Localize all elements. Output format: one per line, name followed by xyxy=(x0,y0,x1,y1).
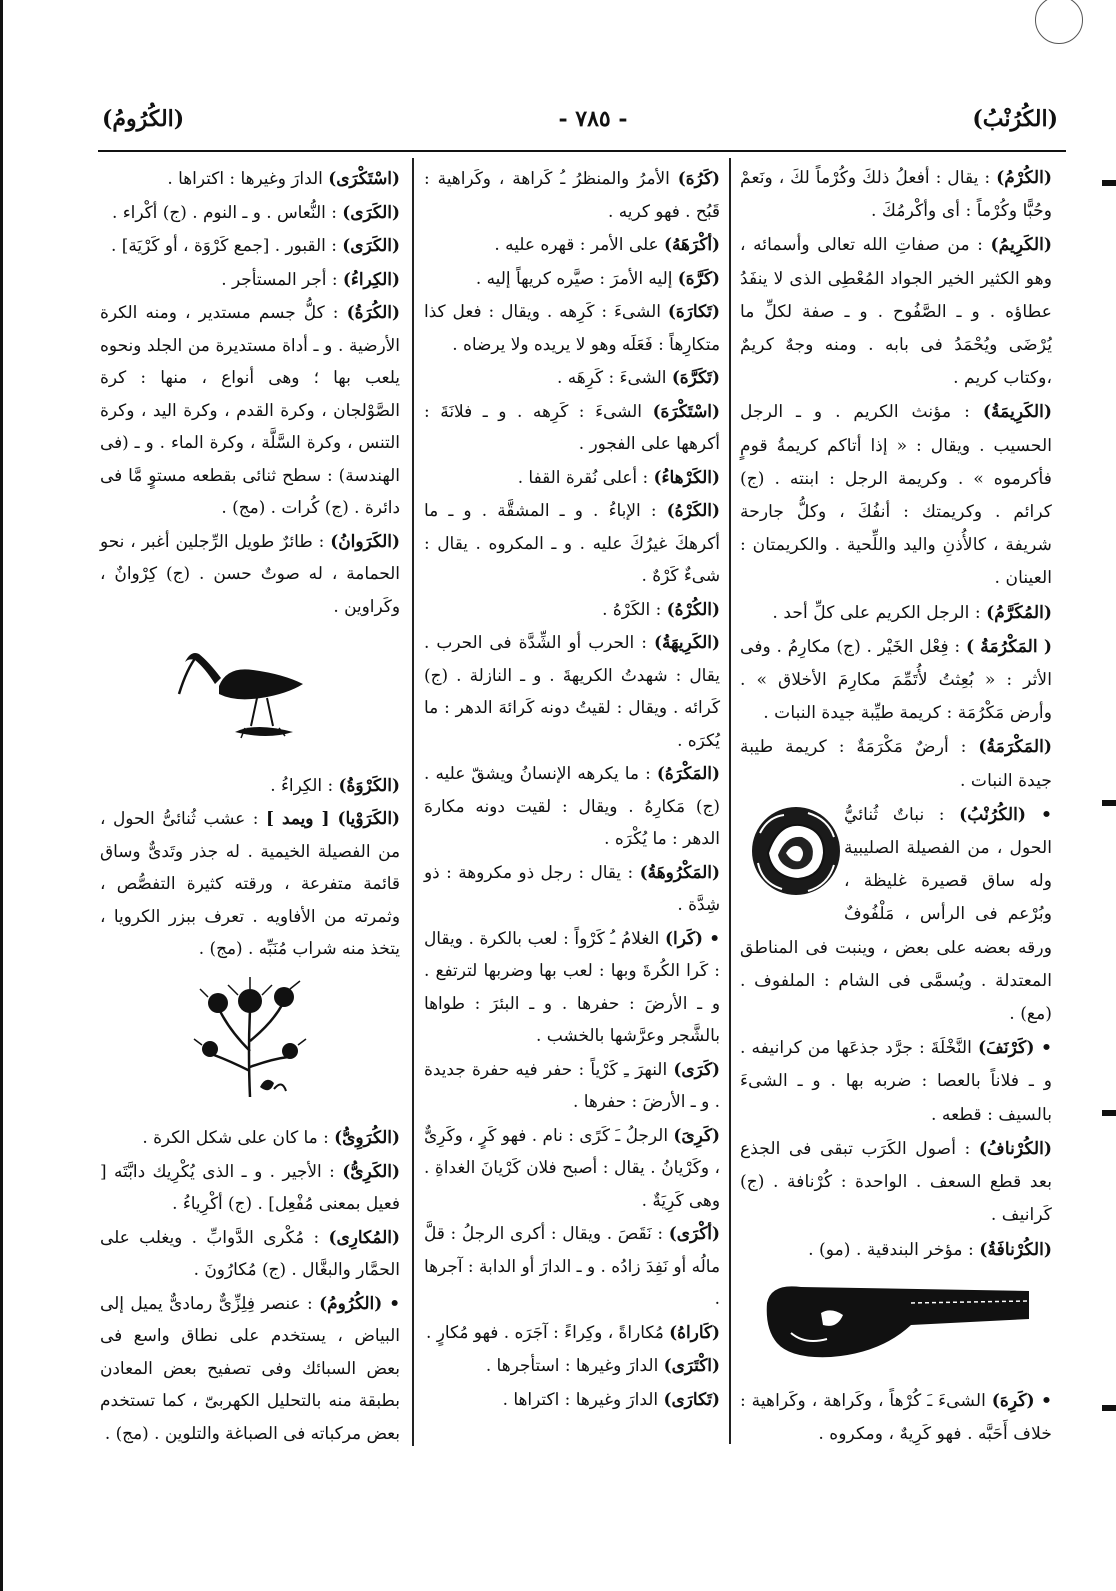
dictionary-entry xyxy=(100,1121,400,1154)
entry-headword: (الكَرْهاءُ) xyxy=(653,466,720,487)
dictionary-entry xyxy=(100,229,400,262)
entry-definition: : يقال : أفعلُ ذلكَ وكُرْماً لكَ ، ونَعمْ وحُبًّا وكُرْماً : أى وأكْرمُكَ . xyxy=(740,168,1052,222)
header-first-headword: (الكُرُنْبُ) xyxy=(972,106,1058,132)
dictionary-entry xyxy=(100,263,400,296)
entry-definition: : مؤخر البندقية . (مو) . xyxy=(808,1239,980,1260)
dictionary-entry xyxy=(424,1383,720,1416)
entry-definition: : الأجير . و ـ الذى يُكْرِيك دابَّتَه [ فعيل بمعنى مُفْعِل] . (ج) أكْرِياءُ . xyxy=(100,1160,400,1213)
page-binding-edge xyxy=(0,0,3,1591)
column-right xyxy=(740,162,1052,1452)
entry-definition: : ما يكرهه الإنسانُ ويشقّ عليه . (ج) مَكارِهُ . ويقال : لقيت دونه مكارهَ الدهر : ما يُكْرَه . xyxy=(424,763,720,848)
entry-definition: : الكَرْهُ . xyxy=(602,598,667,619)
entry-headword: (كَرُهَ) xyxy=(677,168,720,188)
entry-headword: (الكَرَوْيا) [ ويمد ] xyxy=(265,808,400,828)
entry-headword: (المَكْرَهُ) xyxy=(656,763,720,783)
rifle-butt-illustration xyxy=(761,1273,1031,1375)
entry-headword: (الكِراءُ) xyxy=(342,268,400,289)
dictionary-entry xyxy=(100,769,400,802)
entry-headword: (اسْتَكْرَى) xyxy=(328,168,400,188)
entry-headword: (الكَرِيهَةُ) xyxy=(653,632,720,652)
dictionary-entry xyxy=(100,525,400,623)
entry-definition: : يقال : رجل ذو مكروهة : ذو شِدَّة . xyxy=(424,861,720,914)
dictionary-entry xyxy=(424,593,720,626)
entry-headword: (الكَرَى) xyxy=(342,201,400,222)
dictionary-entry xyxy=(424,262,720,295)
entry-definition: الشىءَ ـَ كُرْهاً ، وكَراهة ، وكَراهية : خلاف أَحَبَّه . فهو كَرِيهٌ ، ومكروه . xyxy=(740,1390,1052,1445)
entry-headword: (الكَرَوانُ) xyxy=(330,530,400,551)
cabbage-illustration xyxy=(748,803,844,911)
column-divider-right xyxy=(729,158,731,1444)
entry-definition: مُكاراةً ، وكِراءً : آجَرَه . فهو مُكارٍ . xyxy=(425,1321,670,1342)
entry-headword: (المَكْرَمَةُ) xyxy=(978,737,1052,758)
entry-definition: : أرضٌ مَكْرَمَةٌ : كريمة طيبة جيدة النبات . xyxy=(740,737,1052,791)
dictionary-entry xyxy=(740,597,1052,630)
entry-headword: (كَاراهُ) xyxy=(669,1321,720,1342)
gutter-mark xyxy=(1102,1110,1116,1116)
entry-headword: (الكُرَةُ) xyxy=(346,302,400,322)
dictionary-entry xyxy=(424,162,720,227)
entry-headword: • (كَرا) xyxy=(665,927,720,948)
dictionary-entry xyxy=(100,162,400,195)
entry-definition: : الكِراءُ . xyxy=(270,774,339,795)
entry-headword: ( المَكْرُمَةُ ) xyxy=(965,636,1053,657)
dictionary-entry xyxy=(424,461,720,494)
entry-headword: (أكْرَى) xyxy=(668,1223,720,1243)
dictionary-entry xyxy=(740,799,1052,1031)
dictionary-entry xyxy=(100,1155,400,1220)
entry-definition: : الحرب أو الشِّدَّة فى الحرب . يقال : شهدتُ الكريهةَ . و ـ النازلة . (ج) كَرائه . ويقال : لقيتُ دونه كَرائهَ الدهر : ما يُكرَه . xyxy=(424,632,720,750)
entry-definition: : مُكْرى الدَّوابِّ . ويغلب على الحمَّار والبغَّال . (ج) مُكارُونَ . xyxy=(100,1226,400,1279)
entry-definition: : أصول الكَرَب تبقى فى الجذع بعد قطع السعف . الواحدة : كُرْنافة . (ج) كَرانيف . xyxy=(740,1138,1052,1226)
dictionary-entry xyxy=(424,1217,720,1315)
entry-definition: : الإباءُ . و ـ المشقَّة . و ـ ما أكرهكَ غيرُكَ عليه . و ـ المكروه . يقال : شىءٌ كَرْهٌ . xyxy=(424,500,720,585)
dictionary-entry xyxy=(424,922,720,1052)
entry-headword: (الكَرِيمَةُ) xyxy=(982,402,1052,423)
gutter-mark xyxy=(1102,180,1116,186)
entry-headword: (كَرِىَ) xyxy=(673,1124,720,1145)
entry-headword: (الكُرْمُ) xyxy=(996,168,1052,188)
dictionary-entry xyxy=(740,731,1052,797)
entry-headword: • (الكُرُنْبُ) xyxy=(959,804,1052,825)
entry-headword: (الكَرِيمُ) xyxy=(990,235,1052,256)
column-left xyxy=(100,162,400,1450)
entry-headword: (الكُرْنافَةُ) xyxy=(979,1239,1052,1260)
entry-headword: (كَرَى) xyxy=(673,1058,720,1079)
dictionary-entry xyxy=(424,626,720,756)
entry-headword: (الكَرْوَةُ) xyxy=(338,774,400,795)
entry-headword: (الكُرَوِىُّ) xyxy=(334,1127,400,1147)
entry-definition: الغلامُ ـُ كَرْواً : لعب بالكرة . ويقال : كَرا الكُرةَ وبها : لعب بها وضربها لترتفع . و ـ الأرضَ : حفرها . و ـ البئرَ : طواها بالشَّجر وعرَّشها بالخشب . xyxy=(424,927,720,1045)
entry-definition: النَّخْلَةَ : جرَّد جذعَها من كرانيفه . و ـ فلاناً بالعصا : ضربه بها . و ـ الشىءَ بالسيف : قطعه . xyxy=(740,1038,1052,1125)
dictionary-entry xyxy=(100,296,400,524)
page-number: - ٧٨٥ - xyxy=(558,106,628,132)
entry-headword: (أكْرَهَهُ) xyxy=(664,234,720,254)
entry-definition: : القبور . [جمع كَرْوَة ، أو كَرْيَة] . xyxy=(111,235,343,255)
entry-headword: (المُكَرَّمُ) xyxy=(986,602,1052,623)
header-rule xyxy=(98,150,1066,152)
entry-definition: الدارَ وغيرها : اكتراها . xyxy=(502,1388,664,1409)
entry-definition: إليه الأمرَ : صيَّره كريهاً إليه . xyxy=(475,267,678,288)
entry-definition: : مؤنث الكريم . و ـ الرجل الحسيب . ويقال : « إذا أتاكم كريمةُ قومٍ فأكرموه » . وكريمة الرجل : ابنته . (ج) كرائم . وكريمتك : أنفُكَ ، وكلُّ جارحة شريفة ، كالأُذنِ واليد واللِّحية . والكريمتان : العينان . xyxy=(740,402,1052,589)
entry-headword: (تَكارَهَ) xyxy=(667,301,720,321)
curlew-illustration xyxy=(175,628,325,759)
dictionary-entry xyxy=(424,361,720,394)
dictionary-entry xyxy=(100,196,400,229)
dictionary-entry xyxy=(740,1032,1052,1132)
entry-definition: الرجلُ ـَ كَرًى : نام . فهو كَرٍ ، وكَرِىٌّ ، وكَرْيانُ . يقال : أصبح فلان كَرْيانَ الغداةِ . وهى كَرِيَةٌ . xyxy=(424,1124,720,1210)
entry-definition: النهرَ ـِ كَرْياً : حفر فيه حفرة جديدة . و ـ الأرضَ : حفرها . xyxy=(424,1058,720,1111)
column-middle xyxy=(424,162,720,1416)
entry-headword: • (الكُرُومُ) xyxy=(319,1292,400,1313)
dictionary-entry xyxy=(424,395,720,460)
entry-definition: على الأمر : قهره عليه . xyxy=(494,234,664,254)
dictionary-entry xyxy=(740,396,1052,595)
entry-headword: (الكَرَى) xyxy=(342,235,400,255)
dictionary-entry xyxy=(740,631,1052,731)
entry-headword: (تَكَرَّهَ) xyxy=(671,367,720,387)
dictionary-entry xyxy=(740,1234,1052,1267)
dictionary-entry xyxy=(424,1349,720,1382)
entry-headword: (الكَرْهُ) xyxy=(666,500,720,520)
entry-headword: (الكُرْهُ) xyxy=(666,598,720,619)
entry-definition: الدارَ وغيرها : استأجرها . xyxy=(485,1355,664,1375)
entry-headword: (تَكارَى) xyxy=(663,1388,720,1409)
dictionary-entry xyxy=(740,1133,1052,1233)
entry-headword: (المَكْرُوهَةُ) xyxy=(639,861,720,882)
dictionary-entry xyxy=(424,757,720,855)
entry-headword: • (كَرْنَفَ) xyxy=(977,1038,1052,1059)
entry-headword: (الكَرِىُّ) xyxy=(342,1160,400,1181)
gutter-mark xyxy=(1102,1405,1116,1411)
entry-definition: : أعلى نُقرة القفا . xyxy=(517,466,654,487)
dictionary-entry xyxy=(100,1221,400,1286)
entry-definition: : كلُّ جسم مستدير ، ومنه الكرة الأرضية . و ـ أداة مستديرة من الجلد ونحوه يلعب بها ؛ وهى أنواع ، منها : كرة الصَّوْلجان ، وكرة القدم ، وكرة اليد ، وكرة التنس ، وكرة السَّلَّة ، وكرة الماء . و ـ (فى الهندسة) : سطح ثنائى بقطعه مستوٍ مَّا فى دائرة . (ج) كُرات . (مج) . xyxy=(100,302,400,517)
dictionary-entry xyxy=(424,1119,720,1217)
entry-headword: (المُكارِى) xyxy=(328,1226,400,1247)
entry-definition: : الرجل الكريم على كلِّ أحد . xyxy=(772,602,987,623)
dictionary-entry xyxy=(100,802,400,965)
dictionary-entry xyxy=(424,1316,720,1349)
entry-definition: : فِعْل الخَيْر . (ج) مكارِمُ . وفى الأثر : « بُعِثتُ لأُتَمِّمَ مكارِمَ الأخلاق » . وأرض مَكْرُمَة : كريمة طيِّبة جيدة النبات . xyxy=(740,636,1052,724)
entry-headword: (الكُرْنافُ) xyxy=(978,1138,1052,1159)
gutter-mark xyxy=(1102,800,1116,806)
header-last-headword: (الكُرُومُ) xyxy=(102,106,185,132)
dictionary-entry xyxy=(100,1287,400,1450)
entry-headword: (اكْتَرَى) xyxy=(663,1355,720,1375)
entry-headword: (كَرَّهَ) xyxy=(677,267,720,288)
entry-definition: الدارَ وغيرها : اكتراها . xyxy=(167,168,329,188)
entry-definition: : النُّعاس . و ـ النوم . (ج) أكْراء . xyxy=(111,201,343,222)
dictionary-entry xyxy=(424,1053,720,1118)
entry-headword: (اسْتَكْرَهَ) xyxy=(652,400,720,421)
entry-definition: : نَقَصَ . ويقال : أكرى الرجلُ : قلَّ مالُه أو نَفِدَ زادُه . و ـ الدارَ أو الدابة : آجرها . xyxy=(424,1223,720,1308)
entry-definition: : عنصر فِلِزِّىٌّ رمادىٌّ يميل إلى البياض ، يستخدم على نطاق واسع فى بعض السبائك وفى تصفيح بعض المعادن بطبقة منه بالتحليل الكهربىّ ، كما تستخدم بعض مركباته فى الصباغة والتلوين . (مج) . xyxy=(100,1292,400,1443)
dictionary-entry xyxy=(424,228,720,261)
entry-definition: : أجر المستأجر . xyxy=(221,268,343,289)
entry-headword: • (كَرِهَ) xyxy=(991,1390,1052,1411)
dictionary-entry xyxy=(424,856,720,921)
entry-definition: الشىءَ : كَرِهه . ويقال : فعل كذا متكارِهاً : فَعَلَه وهو لا يريده ولا يرضاه . xyxy=(424,301,720,354)
dictionary-entry xyxy=(740,229,1052,395)
entry-definition: : نباتٌ ثُنائيُّ الحول ، من الفصيلة الصليبية وله ساق قصيرة غليظة ، وبُرْعم فى الرأس ، مَلْفُوفٌ ورقه بعضه على بعض ، وينبت فى المناطق المعتدلة . ويُسمَّى فى الشام : الملفوف . (مع) . xyxy=(740,804,1052,1025)
dictionary-entry xyxy=(740,1385,1052,1451)
entry-definition: : طائرٌ طويل الرِّجلين أغبر ، نحو الحمامة ، له صوتٌ حسن . (ج) كِرْوانٌ ، وكَراوين . xyxy=(100,530,400,616)
page-header xyxy=(98,92,1066,138)
entry-definition: الأمرُ والمنظرُ ـُ كَراهة ، وكَراهية : قَبُح . فهو كريه . xyxy=(424,168,720,221)
caraway-illustration xyxy=(190,971,310,1112)
dictionary-entry xyxy=(424,494,720,592)
column-divider-left xyxy=(412,158,414,1446)
dictionary-entry xyxy=(424,295,720,360)
dictionary-entry xyxy=(740,162,1052,228)
entry-definition: : عشب ثُنائىُّ الحول ، من الفصيلة الخيمية . له جذر وتَدىٌّ وساق قائمة متفرعة ، ورقته كثيرة التفصُّص ، وثمرته من الأفاويه . تعرف ببزر الكرويا ، يتخذ منه شراب مُنَبِّه . (مج) . xyxy=(100,808,400,958)
entry-definition: الشىءَ : كَرِهه . و ـ فلانَةَ : أكرهها على الفجور . xyxy=(424,400,720,453)
entry-definition: الشىءَ : كَرِهَه . xyxy=(557,367,672,387)
entry-definition: : ما كان على شكل الكرة . xyxy=(142,1127,335,1147)
entry-definition: : من صفاتِ الله تعالى وأسمائه ، وهو الكثير الخير الجواد المُعْطِى الذى لا ينفَدُ عطاؤه . و ـ الصَّفُوح . و ـ صفة لكلِّ ما يُرْضَى ويُحْمَدُ فى بابه . ومنه وجهٌ كريمٌ ،وكتاب كريم . xyxy=(740,235,1052,389)
corner-circle-mark xyxy=(1035,0,1083,44)
